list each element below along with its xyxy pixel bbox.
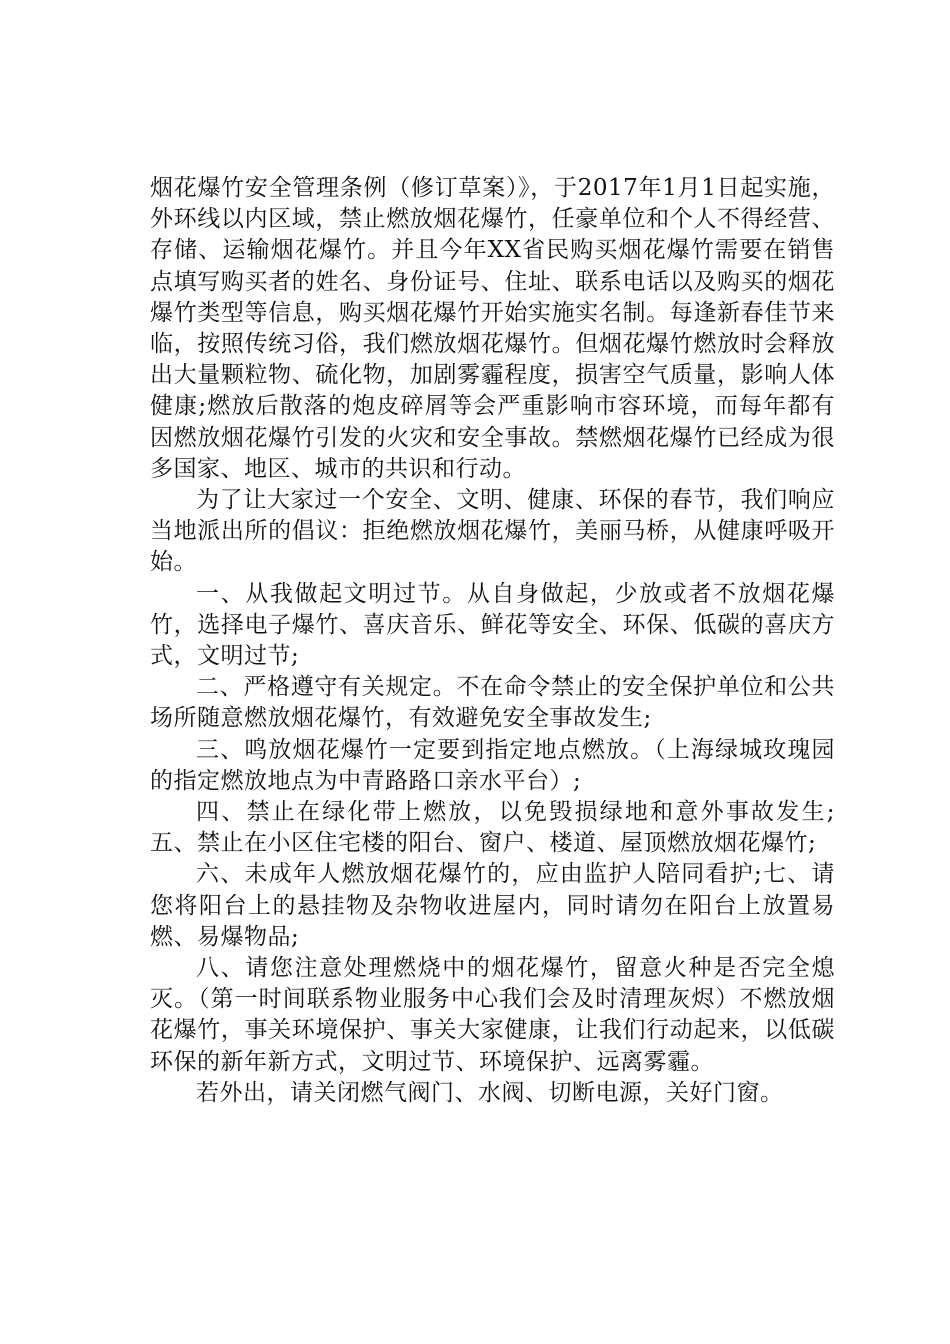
paragraph-regulation-intro: 烟花爆竹安全管理条例（修订草案）》，于2017年1月1日起实施，外环线以内区域，禁止燃放烟花爆竹，任豪单位和个人不得经营、存储、运输烟花爆竹。并且今年XX省民购买烟花爆竹需要在销售点填写购买者的姓名、身份证号、住址、联系电话以及购买的烟花爆竹类型等信息，购买烟花爆竹开始实施实名制。每逢新春佳节来临，按照传统习俗，我们燃放烟花爆竹。但烟花爆竹燃放时会释放出大量颗粒物、硫化物，加剧雾霾程度，损害空气质量，影响人体健康;燃放后散落的炮皮碎屑等会严重影响市容环境，而每年都有因燃放烟花爆竹引发的火灾和安全事故。禁燃烟花爆竹已经成为很多国家、地区、城市的共识和行动。	[150, 175, 835, 482]
paragraph-initiative: 为了让大家过一个安全、文明、健康、环保的春节，我们响应当地派出所的倡议：拒绝燃放烟花爆竹，美丽马桥，从健康呼吸开始。	[150, 487, 835, 576]
paragraph-item-2: 二、严格遵守有关规定。不在命令禁止的安全保护单位和公共场所随意燃放烟花爆竹，有效避免安全事故发生;	[150, 674, 835, 732]
document-body	[150, 173, 835, 1109]
paragraph-item-6-7: 六、未成年人燃放烟花爆竹的，应由监护人陪同看护;七、请您将阳台上的悬挂物及杂物收进屋内，同时请勿在阳台上放置易燃、易爆物品;	[150, 861, 835, 950]
paragraph-item-1: 一、从我做起文明过节。从自身做起，少放或者不放烟花爆竹，选择电子爆竹、喜庆音乐、鲜花等安全、环保、低碳的喜庆方式，文明过节;	[150, 580, 835, 670]
paragraph-closing: 若外出，请关闭燃气阀门、水阀、切断电源，关好门窗。	[196, 1079, 784, 1106]
paragraph-item-8: 八、请您注意处理燃烧中的烟花爆竹，留意火种是否完全熄灭。（第一时间联系物业服务中心我们会及时清理灰烬）不燃放烟花爆竹，事关环境保护、事关大家健康，让我们行动起来，以低碳环保的新年新方式，文明过节、环境保护、远离雾霾。	[150, 955, 835, 1075]
paragraph-item-4-5: 四、禁止在绿化带上燃放，以免毁损绿地和意外事故发生;五、禁止在小区住宅楼的阳台、窗户、楼道、屋顶燃放烟花爆竹;	[150, 799, 835, 857]
paragraph-item-3: 三、鸣放烟花爆竹一定要到指定地点燃放。（上海绿城玫瑰园的指定燃放地点为中青路路口亲水平台）;	[150, 736, 835, 794]
